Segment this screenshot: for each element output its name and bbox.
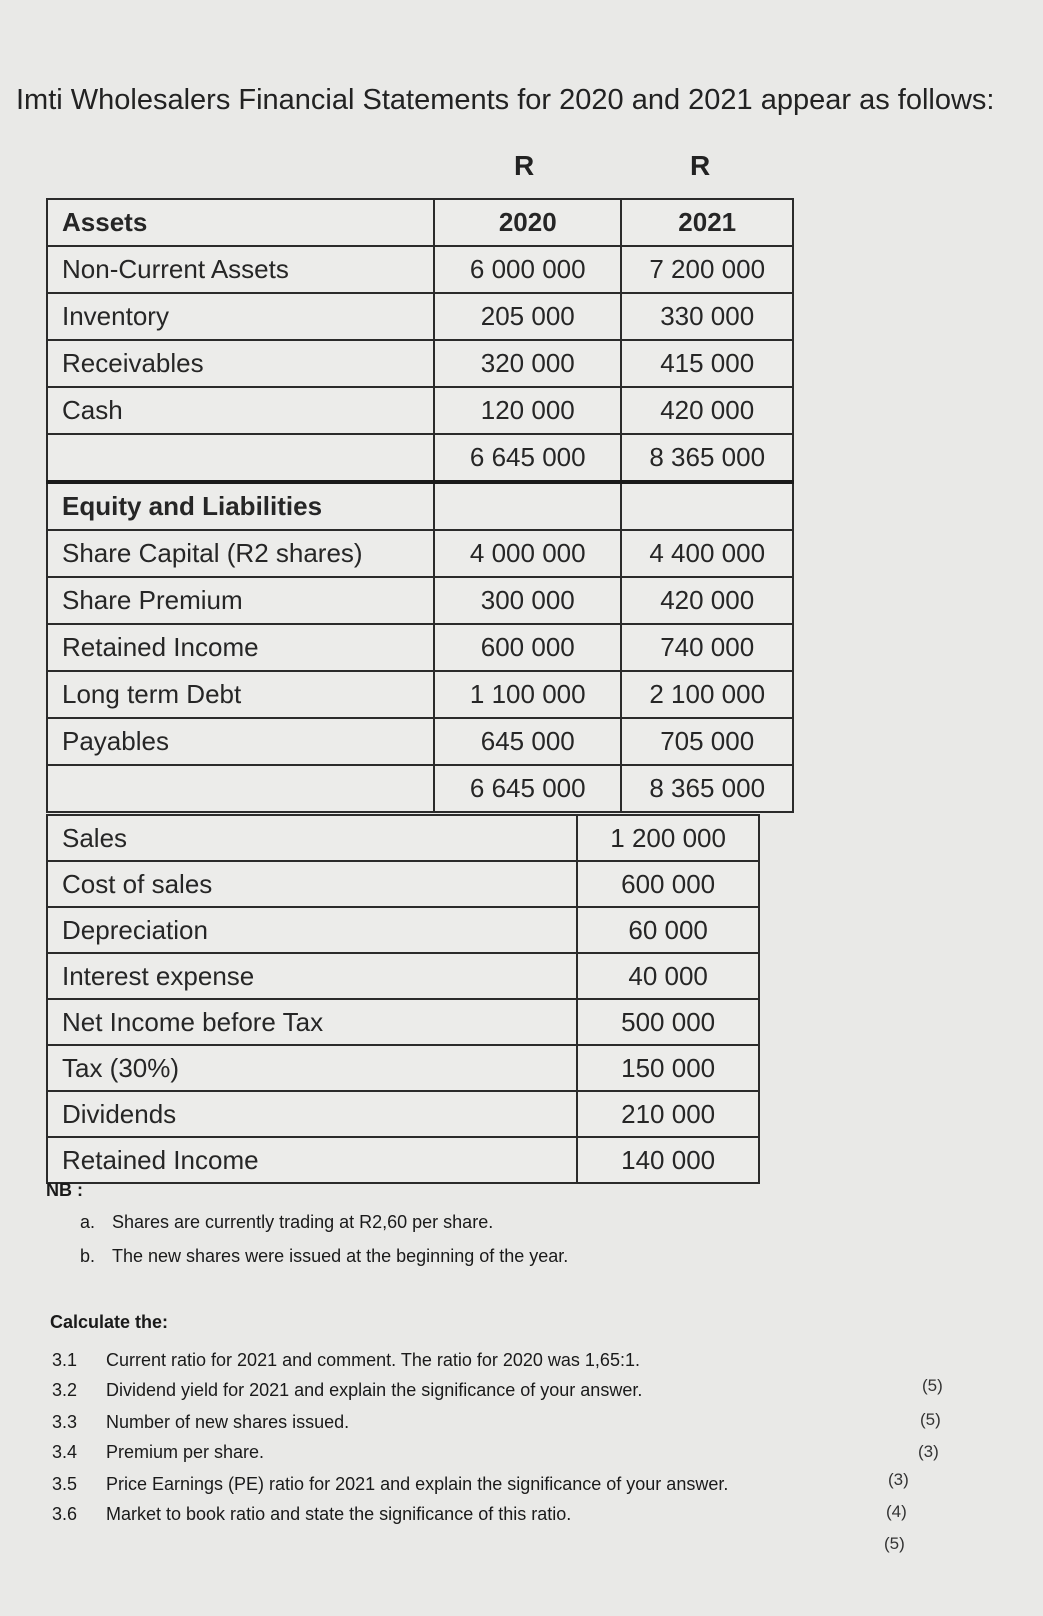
value-2021: 705 000 (621, 718, 793, 765)
table-row (47, 340, 793, 387)
list-item (80, 1212, 568, 1246)
table-row (47, 815, 759, 861)
row-label: Net Income before Tax (47, 999, 577, 1045)
page-title: Imti Wholesalers Financial Statements for 2020 and 2021 appear as follows: (16, 84, 995, 116)
value-2021: 740 000 (621, 624, 793, 671)
assets-total-row (47, 434, 793, 482)
row-value: 40 000 (577, 953, 759, 999)
row-label: Cost of sales (47, 861, 577, 907)
table-row (47, 1091, 759, 1137)
nb-label: NB : (46, 1180, 83, 1200)
row-label: Sales (47, 815, 577, 861)
row-label: Depreciation (47, 907, 577, 953)
mark: (4) (886, 1502, 907, 1521)
row-value: 140 000 (577, 1137, 759, 1183)
question-text: Number of new shares issued. (106, 1412, 350, 1432)
mark: (5) (922, 1376, 943, 1395)
row-value: 1 200 000 (577, 815, 759, 861)
total-2020: 6 645 000 (434, 765, 621, 812)
table-row (47, 246, 793, 293)
blank-cell (621, 482, 793, 530)
blank-cell (47, 765, 434, 812)
question-number: 3.6 (52, 1504, 78, 1524)
row-label: Interest expense (47, 953, 577, 999)
table-row (47, 293, 793, 340)
row-label: Dividends (47, 1091, 577, 1137)
question-number: 3.5 (52, 1474, 78, 1494)
total-2020: 6 645 000 (434, 434, 621, 482)
value-2021: 2 100 000 (621, 671, 793, 718)
value-2021: 420 000 (621, 577, 793, 624)
table-row (47, 577, 793, 624)
value-2021: 420 000 (621, 387, 793, 434)
note-text: The new shares were issued at the beginning of the year. (112, 1246, 569, 1266)
row-value: 150 000 (577, 1045, 759, 1091)
mark: (3) (918, 1442, 939, 1461)
value-2020: 205 000 (434, 293, 621, 340)
value-2020: 645 000 (434, 718, 621, 765)
blank-cell (434, 482, 621, 530)
value-2020: 6 000 000 (434, 246, 621, 293)
table-row (47, 624, 793, 671)
table-row (47, 387, 793, 434)
value-2020: 300 000 (434, 577, 621, 624)
income-statement-table (46, 814, 760, 1184)
calculate-title: Calculate the: (50, 1312, 169, 1332)
question-number: 3.2 (52, 1380, 78, 1400)
row-label: Tax (30%) (47, 1045, 577, 1091)
question-number: 3.3 (52, 1412, 78, 1432)
value-2021: 7 200 000 (621, 246, 793, 293)
row-label: Retained Income (47, 1137, 577, 1183)
value-2020: 600 000 (434, 624, 621, 671)
total-2021: 8 365 000 (621, 434, 793, 482)
value-2020: 320 000 (434, 340, 621, 387)
table-row (47, 1045, 759, 1091)
table-row (47, 999, 759, 1045)
note-letter: b. (80, 1246, 96, 1266)
list-item (80, 1246, 568, 1280)
question-3-6 (52, 1504, 571, 1525)
row-label: Payables (47, 718, 434, 765)
nb-notes (80, 1212, 568, 1280)
row-label: Non-Current Assets (47, 246, 434, 293)
question-number: 3.4 (52, 1442, 78, 1462)
blank-cell (47, 434, 434, 482)
assets-header: Assets (47, 199, 434, 246)
value-2020: 120 000 (434, 387, 621, 434)
year-2021-header: 2021 (621, 199, 793, 246)
equity-total-row (47, 765, 793, 812)
row-value: 600 000 (577, 861, 759, 907)
currency-header-2021: R (690, 150, 711, 181)
total-2021: 8 365 000 (621, 765, 793, 812)
question-text: Dividend yield for 2021 and explain the significance of your answer. (106, 1380, 643, 1400)
mark: (5) (920, 1410, 941, 1429)
equity-header-row (47, 482, 793, 530)
question-3-3 (52, 1412, 349, 1433)
question-3-2 (52, 1380, 642, 1401)
row-label: Long term Debt (47, 671, 434, 718)
question-3-4 (52, 1442, 264, 1463)
row-label: Inventory (47, 293, 434, 340)
table-row (47, 530, 793, 577)
question-text: Price Earnings (PE) ratio for 2021 and explain the significance of your answer. (106, 1474, 729, 1494)
mark: (5) (884, 1534, 905, 1553)
table-row (47, 671, 793, 718)
value-2021: 4 400 000 (621, 530, 793, 577)
row-label: Receivables (47, 340, 434, 387)
question-text: Premium per share. (106, 1442, 265, 1462)
question-3-1 (52, 1350, 640, 1371)
equity-header: Equity and Liabilities (47, 482, 434, 530)
row-label: Share Capital (R2 shares) (47, 530, 434, 577)
row-label: Share Premium (47, 577, 434, 624)
question-3-5 (52, 1474, 728, 1495)
note-letter: a. (80, 1212, 96, 1232)
row-label: Cash (47, 387, 434, 434)
value-2020: 4 000 000 (434, 530, 621, 577)
balance-sheet-table (46, 198, 794, 813)
row-value: 210 000 (577, 1091, 759, 1137)
question-text: Current ratio for 2021 and comment. The ratio for 2020 was 1,65:1. (106, 1350, 640, 1370)
table-row (47, 907, 759, 953)
note-text: Shares are currently trading at R2,60 per share. (112, 1212, 494, 1232)
table-row (47, 861, 759, 907)
value-2021: 330 000 (621, 293, 793, 340)
table-row (47, 718, 793, 765)
year-2020-header: 2020 (434, 199, 621, 246)
mark: (3) (888, 1470, 909, 1489)
row-value: 500 000 (577, 999, 759, 1045)
currency-header-2020: R (514, 150, 535, 181)
question-number: 3.1 (52, 1350, 78, 1370)
table-row (47, 953, 759, 999)
row-label: Retained Income (47, 624, 434, 671)
value-2021: 415 000 (621, 340, 793, 387)
question-text: Market to book ratio and state the significance of this ratio. (106, 1504, 572, 1524)
value-2020: 1 100 000 (434, 671, 621, 718)
table-row (47, 199, 793, 246)
table-row (47, 1137, 759, 1183)
row-value: 60 000 (577, 907, 759, 953)
